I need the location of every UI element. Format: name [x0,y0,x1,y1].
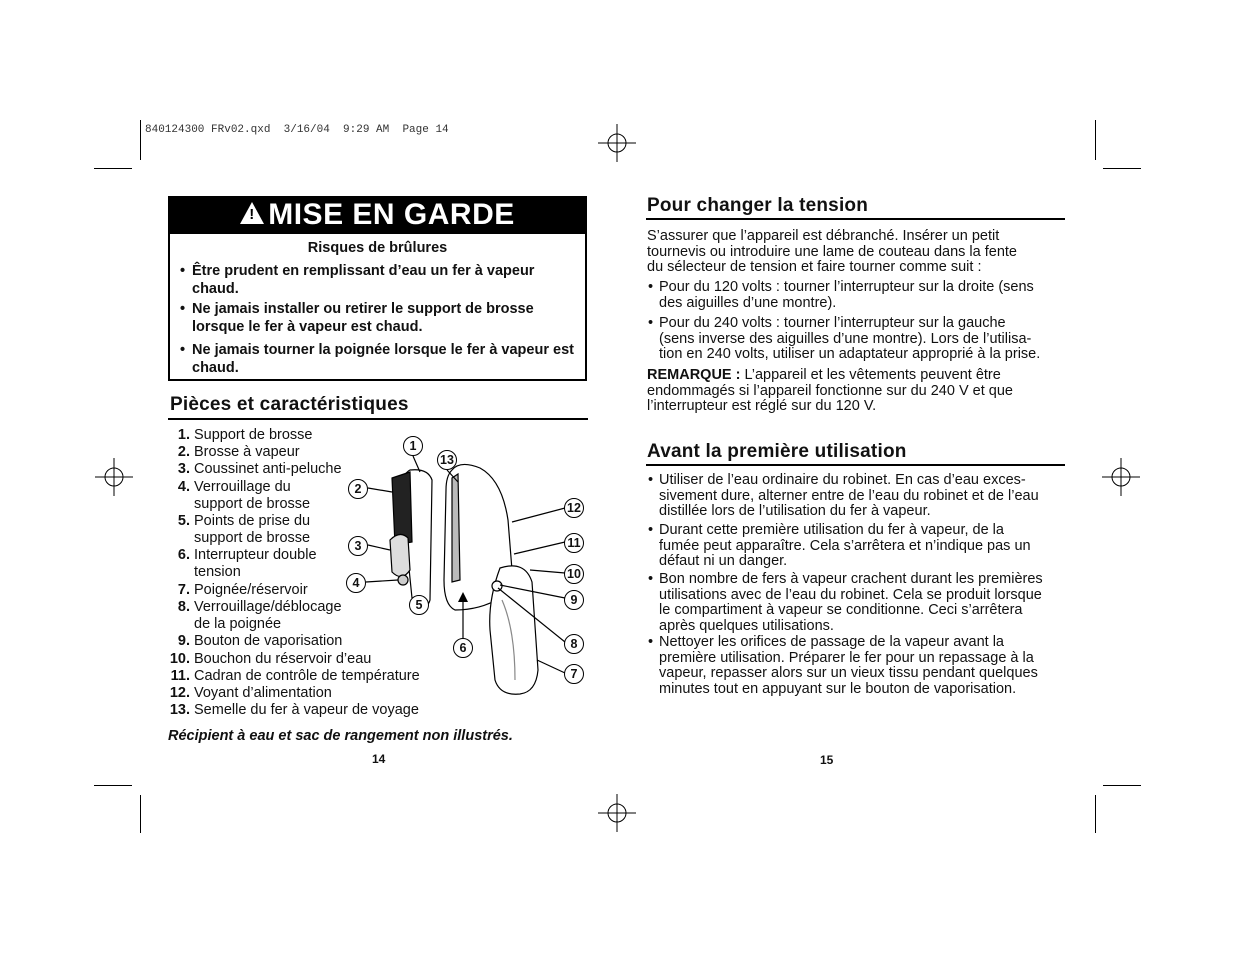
tension-heading: Pour changer la tension [647,195,869,216]
warning-title: MISE EN GARDE [268,198,515,231]
first-use-bullet: • Nettoyer les orifices de passage de la vapeur avant la première utilisation. Préparer le fer pour un repassage à la vapeur, repasser alors sur un vieux tissu pendant quelques minutes tout en appuyant sur le bouton de vaporisation. [648,634,1038,698]
first-use-bullet: • Durant cette première utilisation du fer à vapeur, de la fumée peut apparaître. Cela s’arrêtera et n’indique pas un défaut ni un danger. [648,522,1031,570]
warning-item: • Ne jamais installer ou retirer le support de brosse lorsque le fer à vapeur est chaud. [180,301,534,335]
warning-title-bar [168,196,587,234]
parts-note: Récipient à eau et sac de rangement non illustrés. [168,728,513,744]
page-number-right: 15 [820,753,834,767]
callout-1: 1 [403,436,423,456]
callout-8: 8 [564,634,584,654]
callout-10: 10 [564,564,584,584]
tension-bullet: • Pour du 240 volts : tourner l’interrupteur sur la gauche (sens inverse des aiguilles d’une montre). Lors de l’utilisa- tion en 240 volts, utiliser un adaptateur approprié à la prise. [648,315,1041,363]
steamer-illustration [340,430,600,730]
callout-3: 3 [348,536,368,556]
tension-remark: REMARQUE : L’appareil et les vêtements peuvent être endommagés si l’appareil fonctionne sur du 240 V et que l’interrupteur est réglé sur du 120 V. [647,367,1013,415]
warning-item: • Ne jamais tourner la poignée lorsque le fer à vapeur est chaud. [180,342,574,376]
page-number-left: 14 [372,752,386,766]
warning-subtitle: Risques de brûlures [307,240,448,256]
parts-heading: Pièces et caractéristiques [170,394,409,415]
tension-heading-rule [646,218,1065,220]
callout-6: 6 [453,638,473,658]
printer-slug: 840124300 FRv02.qxd 3/16/04 9:29 AM Page 14 [145,124,449,136]
first-use-heading-rule [646,464,1065,466]
warning-triangle-icon [240,202,264,224]
callout-4: 4 [346,573,366,593]
callout-5: 5 [409,595,429,615]
callout-2: 2 [348,479,368,499]
callout-7: 7 [564,664,584,684]
callout-9: 9 [564,590,584,610]
callout-13: 13 [437,450,457,470]
first-use-bullet: • Bon nombre de fers à vapeur crachent durant les premières utilisations avec de l’eau du robinet. Cela se produit lorsque le compartiment à vapeur se conditionne. Ceci s’arrêtera après quelques utilisations. [648,571,1043,635]
callout-12: 12 [564,498,584,518]
first-use-bullet: • Utiliser de l’eau ordinaire du robinet. En cas d’eau exces- sivement dure, alterner entre de l’eau du robinet et de l’eau distillée lors de l’utilisation du fer à vapeur. [648,472,1039,520]
callout-11: 11 [564,533,584,553]
first-use-heading: Avant la première utilisation [647,441,907,462]
warning-item: • Être prudent en remplissant d’eau un fer à vapeur chaud. [180,263,535,297]
parts-heading-rule [168,418,588,420]
tension-intro: S’assurer que l’appareil est débranché. Insérer un petit tournevis ou introduire une lame de couteau dans la fente du sélecteur de tension et faire tourner comme suit : [647,228,1017,276]
tension-bullet: • Pour du 120 volts : tourner l’interrupteur sur la droite (sens des aiguilles d’une montre). [648,279,1034,311]
